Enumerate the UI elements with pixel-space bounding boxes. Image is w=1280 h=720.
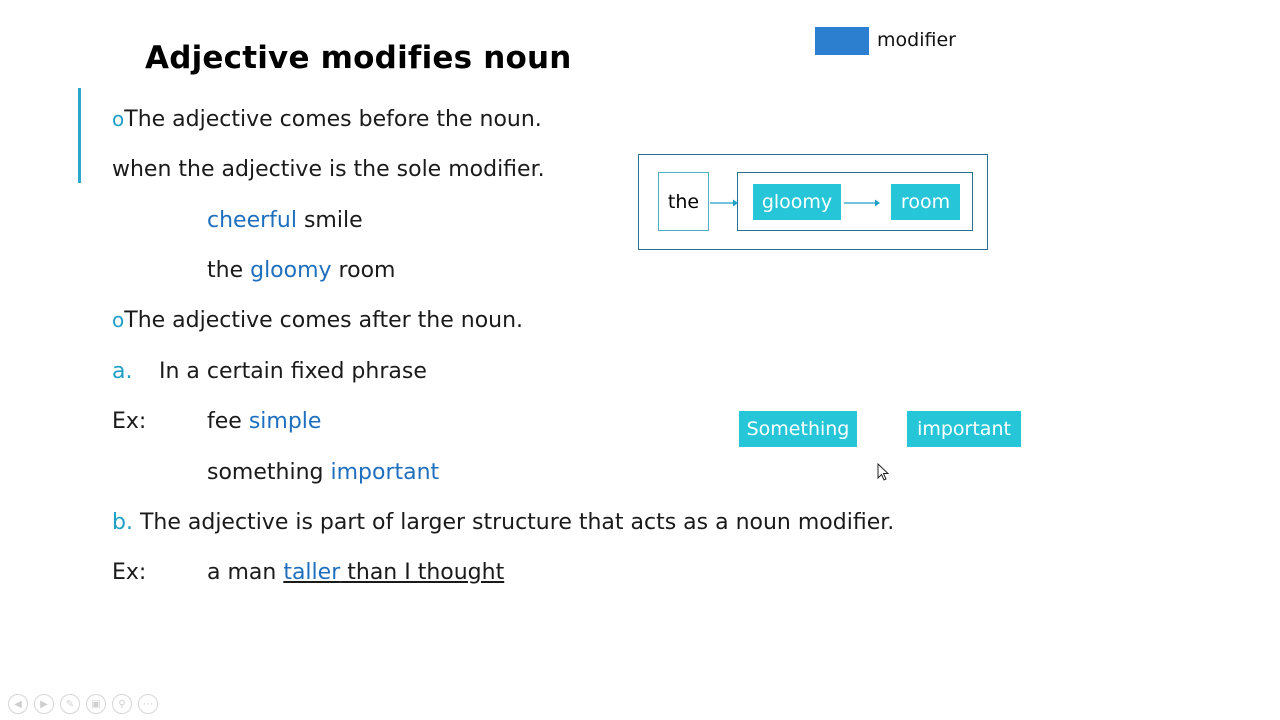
more-icon[interactable]: ⋯ xyxy=(138,694,158,714)
rule-before-text: The adjective comes before the noun. xyxy=(124,107,542,132)
example-fee-simple xyxy=(207,409,321,434)
mouse-cursor-icon xyxy=(877,463,891,483)
modifier-complement: than I thought xyxy=(340,560,505,585)
bullet-icon: o xyxy=(112,107,125,131)
head-noun-phrase: a man xyxy=(207,560,284,585)
important-box: important xyxy=(907,411,1021,447)
noun-word: smile xyxy=(296,208,363,233)
diagram-determiner-box: the xyxy=(658,172,709,231)
subpoint-a-marker: a. xyxy=(112,359,133,384)
diagram-adjective-box: gloomy xyxy=(753,184,841,220)
rule-after-text: The adjective comes after the noun. xyxy=(124,308,524,333)
arrow-right-icon xyxy=(709,196,739,210)
adjective-word: taller xyxy=(283,560,341,585)
slide-title: Adjective modifies noun xyxy=(145,40,572,76)
slides-icon[interactable]: ▣ xyxy=(86,694,106,714)
zoom-icon[interactable]: ⚲ xyxy=(112,694,132,714)
legend-swatch xyxy=(815,27,869,55)
adjective-word: important xyxy=(330,460,440,485)
determiner-word: the xyxy=(207,258,251,283)
arrow-right-icon xyxy=(842,196,882,210)
subpoint-b-marker: b. xyxy=(112,510,133,535)
legend-label: modifier xyxy=(877,29,956,51)
example-label: Ex: xyxy=(112,409,147,434)
example-something-important xyxy=(207,460,439,485)
subpoint-a-text: In a certain fixed phrase xyxy=(159,359,427,384)
subpoint-b-text: The adjective is part of larger structure that acts as a noun modifier. xyxy=(132,510,895,535)
adjective-word: gloomy xyxy=(250,258,332,283)
diagram-noun-box: room xyxy=(891,184,960,220)
example-taller xyxy=(207,560,504,585)
modifier-phrase xyxy=(283,560,504,585)
bullet-line-after xyxy=(112,308,523,333)
noun-word: fee xyxy=(207,409,249,434)
example-label: Ex: xyxy=(112,560,147,585)
noun-word: something xyxy=(207,460,331,485)
subpoint-a xyxy=(112,359,132,384)
adjective-word: simple xyxy=(248,409,322,434)
condition-line: when the adjective is the sole modifier. xyxy=(112,157,545,182)
bullet-line-before xyxy=(112,107,542,132)
bullet-icon: o xyxy=(112,308,125,332)
next-icon[interactable]: ▶ xyxy=(34,694,54,714)
example-cheerful-smile xyxy=(207,208,363,233)
accent-bar xyxy=(78,88,81,183)
example-gloomy-room xyxy=(207,258,395,283)
something-box: Something xyxy=(739,411,857,447)
presentation-nav-bar xyxy=(8,694,158,714)
adjective-word: cheerful xyxy=(207,208,297,233)
noun-word: room xyxy=(331,258,396,283)
prev-icon[interactable]: ◀ xyxy=(8,694,28,714)
subpoint-b xyxy=(112,510,894,535)
pen-icon[interactable]: ✎ xyxy=(60,694,80,714)
